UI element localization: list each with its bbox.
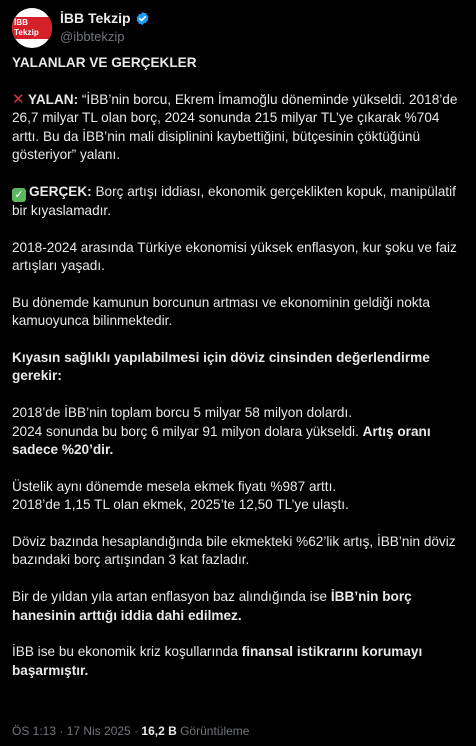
lie-text: “İBB’nin borcu, Ekrem İmamoğlu döneminde yükseldi. 2018’de 26,7 milyar TL olan borç, 2024 sonunda 215 milyar TL’ye çıkarak %704 arttı. Bu da İBB’nin mali disiplinini kaybettiğini, bütçesinin çöktüğünü gösteriyor” yalanı.	[12, 91, 458, 163]
bread-price-line: 2018’de 1,15 TL olan ekmek, 2025’te 12,50 TL’ye ulaştı.	[12, 497, 349, 513]
user-handle[interactable]: @ibbtekzip	[60, 29, 125, 44]
inflation-text: Bir de yıldan yıla artan enflasyon baz alındığında ise	[12, 589, 331, 605]
ibb-tekzip-logo: İBB Tekzip	[12, 17, 52, 39]
post-timestamp[interactable]: ÖS 1:13 · 17 Nis 2025 ·	[12, 724, 142, 738]
stability-text: İBB ise bu ekonomik kriz koşullarında	[12, 644, 242, 660]
post-footer	[12, 724, 249, 738]
paragraph-public-debt: Bu dönemde kamunun borcunun artması ve ekonominin geldiği nokta kamuoyunca bilinmektedir.	[12, 294, 430, 329]
inflation-bold-text: İBB’nin borç hanesinin arttığı iddia dahi edilmez.	[12, 589, 412, 623]
view-count: 16,2 B	[141, 724, 177, 738]
stability-bold-text: finansal istikrarını korumayı başarmıştır.	[12, 644, 423, 678]
bread-increase-line: Üstelik aynı dönemde mesela ekmek fiyatı %987 arttı.	[12, 478, 337, 494]
name-row	[60, 10, 150, 26]
avatar[interactable]	[12, 8, 52, 48]
paragraph-currency-comparison: Kıyasın sağlıklı yapılabilmesi için döviz cinsinden değerlendirme gerekir:	[12, 350, 430, 384]
paragraph-currency-basis: Döviz bazında hesaplandığında bile ekmekteki %62’lik artış, İBB’nin döviz bazındaki borç artışından 3 kat fazladır.	[12, 534, 456, 568]
debt-2018-line: 2018’de İBB’nin toplam borcu 5 milyar 58 milyon dolardı.	[12, 405, 353, 421]
paragraph-economy: 2018-2024 arasında Türkiye ekonomisi yüksek enflasyon, kur şoku ve faiz artışları yaşadı.	[12, 239, 457, 274]
debt-2024-line: 2024 sonunda bu borç 6 milyar 91 milyon dolara yükseldi.	[12, 423, 363, 439]
post-body	[12, 54, 462, 699]
truth-text: Borç artışı iddiası, ekonomik gerçeklikten kopuk, manipülatif bir kıyaslamadır.	[12, 183, 456, 218]
lie-label: YALAN:	[28, 91, 79, 107]
truth-paragraph	[12, 183, 462, 220]
paragraph-debt-figures	[12, 404, 462, 459]
post-header	[12, 8, 464, 48]
paragraph-stability	[12, 643, 462, 680]
post-title: YALANLAR VE GERÇEKLER	[12, 55, 197, 70]
increase-rate-text: Artış oranı sadece %20’dir.	[12, 423, 431, 458]
check-mark-icon: ✓	[12, 188, 26, 202]
verified-badge-icon	[135, 11, 150, 26]
view-count-label: Görüntüleme	[176, 724, 250, 738]
paragraph-bread-price	[12, 478, 462, 515]
display-name[interactable]: İBB Tekzip	[60, 10, 131, 26]
cross-mark-icon: ✕	[12, 90, 25, 108]
truth-label: GERÇEK:	[29, 183, 92, 199]
lie-paragraph	[12, 91, 462, 165]
paragraph-inflation	[12, 588, 462, 625]
